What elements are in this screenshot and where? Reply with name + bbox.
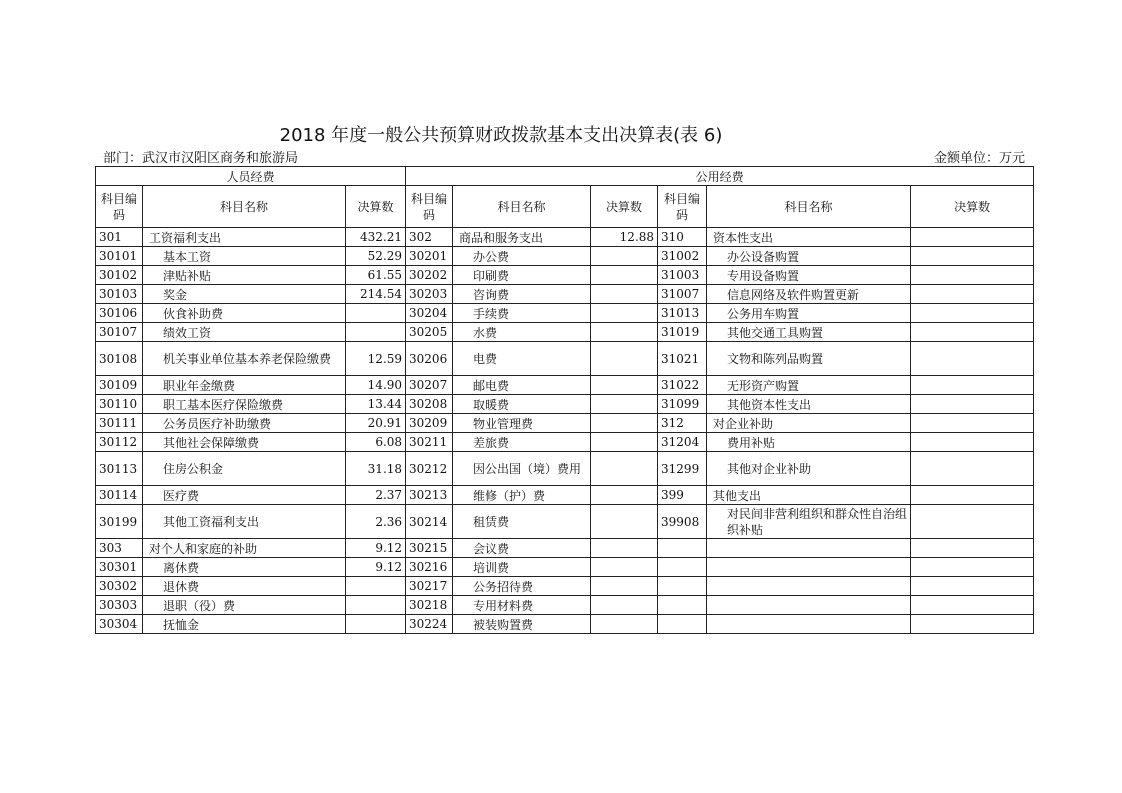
subject-name: 其他对企业补助 [707,452,911,486]
subject-code: 30216 [406,558,453,577]
amount-value: 9.12 [346,539,406,558]
amount-value [911,395,1034,414]
subject-name: 对企业补助 [707,414,911,433]
subject-code: 30215 [406,539,453,558]
amount-value [591,615,658,634]
col-name-2: 科目名称 [453,186,591,228]
amount-value [591,376,658,395]
subject-name: 邮电费 [453,376,591,395]
amount-value [346,596,406,615]
subject-code: 30207 [406,376,453,395]
subject-name: 其他社会保障缴费 [143,433,346,452]
group-personnel: 人员经费 [96,167,406,186]
col-amount-1: 决算数 [346,186,406,228]
subject-code: 39908 [658,505,707,539]
subject-code: 30112 [96,433,143,452]
amount-value [911,433,1034,452]
subject-name: 机关事业单位基本养老保险缴费 [143,342,346,376]
table-row [96,342,1034,376]
amount-value [591,395,658,414]
subject-name: 其他交通工具购置 [707,323,911,342]
subject-name: 对个人和家庭的补助 [143,539,346,558]
amount-value [591,539,658,558]
subject-code: 303 [96,539,143,558]
subject-name: 文物和陈列品购置 [707,342,911,376]
amount-value [911,285,1034,304]
subject-name: 取暖费 [453,395,591,414]
amount-value [591,433,658,452]
subject-name [707,539,911,558]
table-row [96,285,1034,304]
subject-code: 30111 [96,414,143,433]
subject-code: 31003 [658,266,707,285]
amount-value [346,615,406,634]
subject-code: 30301 [96,558,143,577]
subject-code: 302 [406,228,453,247]
subject-name: 因公出国（境）费用 [453,452,591,486]
amount-value [911,558,1034,577]
group-header-row [96,167,1034,186]
subject-name: 医疗费 [143,486,346,505]
subject-name: 职业年金缴费 [143,376,346,395]
subject-name: 其他资本性支出 [707,395,911,414]
amount-value [911,247,1034,266]
subject-name: 专用材料费 [453,596,591,615]
subject-code: 30199 [96,505,143,539]
table-row [96,486,1034,505]
amount-value [591,486,658,505]
subject-code: 31299 [658,452,707,486]
table-row [96,395,1034,414]
amount-value [911,505,1034,539]
subject-code: 31022 [658,376,707,395]
subject-name: 基本工资 [143,247,346,266]
amount-value [911,376,1034,395]
subject-name [707,596,911,615]
subject-code: 30209 [406,414,453,433]
amount-value: 13.44 [346,395,406,414]
amount-value [911,596,1034,615]
subject-code: 30101 [96,247,143,266]
amount-value: 2.37 [346,486,406,505]
table-row [96,266,1034,285]
subject-name: 津贴补贴 [143,266,346,285]
subject-name: 无形资产购置 [707,376,911,395]
subject-code: 30106 [96,304,143,323]
subject-code: 301 [96,228,143,247]
table-row [96,433,1034,452]
subject-name: 住房公积金 [143,452,346,486]
subject-code [658,558,707,577]
table-row [96,452,1034,486]
amount-value: 12.88 [591,228,658,247]
subject-name: 费用补贴 [707,433,911,452]
amount-value [591,596,658,615]
subject-code: 31013 [658,304,707,323]
subject-code: 30109 [96,376,143,395]
amount-value: 52.29 [346,247,406,266]
subject-name [707,577,911,596]
subject-code: 30214 [406,505,453,539]
subject-code: 31021 [658,342,707,376]
amount-value [591,304,658,323]
group-public: 公用经费 [406,167,1034,186]
subject-name [707,615,911,634]
subject-code: 30205 [406,323,453,342]
subject-code: 30103 [96,285,143,304]
amount-value [591,505,658,539]
subject-code: 31019 [658,323,707,342]
subject-code: 30212 [406,452,453,486]
amount-value [346,577,406,596]
amount-value [591,247,658,266]
subject-name: 资本性支出 [707,228,911,247]
table-row [96,376,1034,395]
subject-code: 30114 [96,486,143,505]
amount-value [591,452,658,486]
table-row [96,247,1034,266]
table-row [96,596,1034,615]
amount-value: 31.18 [346,452,406,486]
subject-code: 30113 [96,452,143,486]
col-code-1: 科目编码 [96,186,143,228]
subject-code: 30201 [406,247,453,266]
subject-name: 奖金 [143,285,346,304]
column-header-row [96,186,1034,228]
subject-code: 30213 [406,486,453,505]
amount-value [591,285,658,304]
subject-code: 30203 [406,285,453,304]
subject-name: 手续费 [453,304,591,323]
subject-name: 退职（役）费 [143,596,346,615]
subject-code: 30107 [96,323,143,342]
amount-value: 432.21 [346,228,406,247]
amount-value [911,615,1034,634]
table-row [96,615,1034,634]
subject-name: 公务招待费 [453,577,591,596]
subject-name: 租赁费 [453,505,591,539]
subject-name: 信息网络及软件购置更新 [707,285,911,304]
subject-name: 商品和服务支出 [453,228,591,247]
col-code-2: 科目编码 [406,186,453,228]
budget-table [95,166,1034,634]
amount-unit-label: 金额单位：万元 [933,151,1025,166]
table-row [96,558,1034,577]
amount-value: 20.91 [346,414,406,433]
page-title: 2018 年度一般公共预算财政拨款基本支出决算表(表 6) [279,125,723,146]
subject-name: 工资福利支出 [143,228,346,247]
amount-value: 12.59 [346,342,406,376]
amount-value [911,266,1034,285]
subject-name: 专用设备购置 [707,266,911,285]
subject-code: 399 [658,486,707,505]
subject-name: 物业管理费 [453,414,591,433]
subject-name: 被装购置费 [453,615,591,634]
amount-value [346,323,406,342]
subject-name: 职工基本医疗保险缴费 [143,395,346,414]
subject-code [658,596,707,615]
amount-value [591,414,658,433]
col-amount-2: 决算数 [591,186,658,228]
subject-code: 310 [658,228,707,247]
table-row [96,304,1034,323]
amount-value [911,486,1034,505]
subject-name: 维修（护）费 [453,486,591,505]
subject-code: 30110 [96,395,143,414]
table-row [96,228,1034,247]
subject-code: 30211 [406,433,453,452]
subject-code: 30108 [96,342,143,376]
subject-name: 培训费 [453,558,591,577]
subject-code: 31007 [658,285,707,304]
amount-value [911,304,1034,323]
subject-code: 31099 [658,395,707,414]
subject-name: 公务用车购置 [707,304,911,323]
subject-code: 31204 [658,433,707,452]
subject-name: 离休费 [143,558,346,577]
amount-value [346,304,406,323]
amount-value: 214.54 [346,285,406,304]
table-body [96,228,1034,634]
subject-code: 30206 [406,342,453,376]
amount-value [911,452,1034,486]
col-code-3: 科目编码 [658,186,707,228]
amount-value [911,342,1034,376]
amount-value [911,539,1034,558]
amount-value: 9.12 [346,558,406,577]
subject-name: 水费 [453,323,591,342]
subject-name: 差旅费 [453,433,591,452]
amount-value [591,342,658,376]
subject-name: 会议费 [453,539,591,558]
subject-code: 30204 [406,304,453,323]
amount-value [911,414,1034,433]
subject-name: 其他工资福利支出 [143,505,346,539]
amount-value: 6.08 [346,433,406,452]
table-row [96,323,1034,342]
col-name-3: 科目名称 [707,186,911,228]
amount-value [911,228,1034,247]
amount-value [911,577,1034,596]
table-row [96,414,1034,433]
subject-name: 抚恤金 [143,615,346,634]
amount-value: 2.36 [346,505,406,539]
subject-code [658,539,707,558]
table-row [96,539,1034,558]
subject-code: 31002 [658,247,707,266]
subject-name: 伙食补助费 [143,304,346,323]
subject-name: 印刷费 [453,266,591,285]
table-row [96,505,1034,539]
subject-code: 30208 [406,395,453,414]
subject-code: 30217 [406,577,453,596]
subject-name: 绩效工资 [143,323,346,342]
amount-value [591,577,658,596]
subject-code [658,577,707,596]
subject-name: 咨询费 [453,285,591,304]
amount-value: 14.90 [346,376,406,395]
subject-code: 312 [658,414,707,433]
col-amount-3: 决算数 [911,186,1034,228]
table-row [96,577,1034,596]
subject-code: 30302 [96,577,143,596]
subject-name: 退休费 [143,577,346,596]
subject-code: 30304 [96,615,143,634]
subject-code: 30224 [406,615,453,634]
department-label: 部门：武汉市汉阳区商务和旅游局 [103,151,299,166]
subject-code: 30303 [96,596,143,615]
amount-value [591,323,658,342]
subject-code: 30202 [406,266,453,285]
subject-name [707,558,911,577]
amount-value [591,266,658,285]
col-name-1: 科目名称 [143,186,346,228]
subject-name: 电费 [453,342,591,376]
subject-name: 对民间非营利组织和群众性自治组织补贴 [707,505,911,539]
amount-value [591,558,658,577]
subject-code: 30102 [96,266,143,285]
subject-name: 办公费 [453,247,591,266]
amount-value [911,323,1034,342]
subject-name: 办公设备购置 [707,247,911,266]
subject-code [658,615,707,634]
subject-name: 其他支出 [707,486,911,505]
subject-code: 30218 [406,596,453,615]
amount-value: 61.55 [346,266,406,285]
subject-name: 公务员医疗补助缴费 [143,414,346,433]
